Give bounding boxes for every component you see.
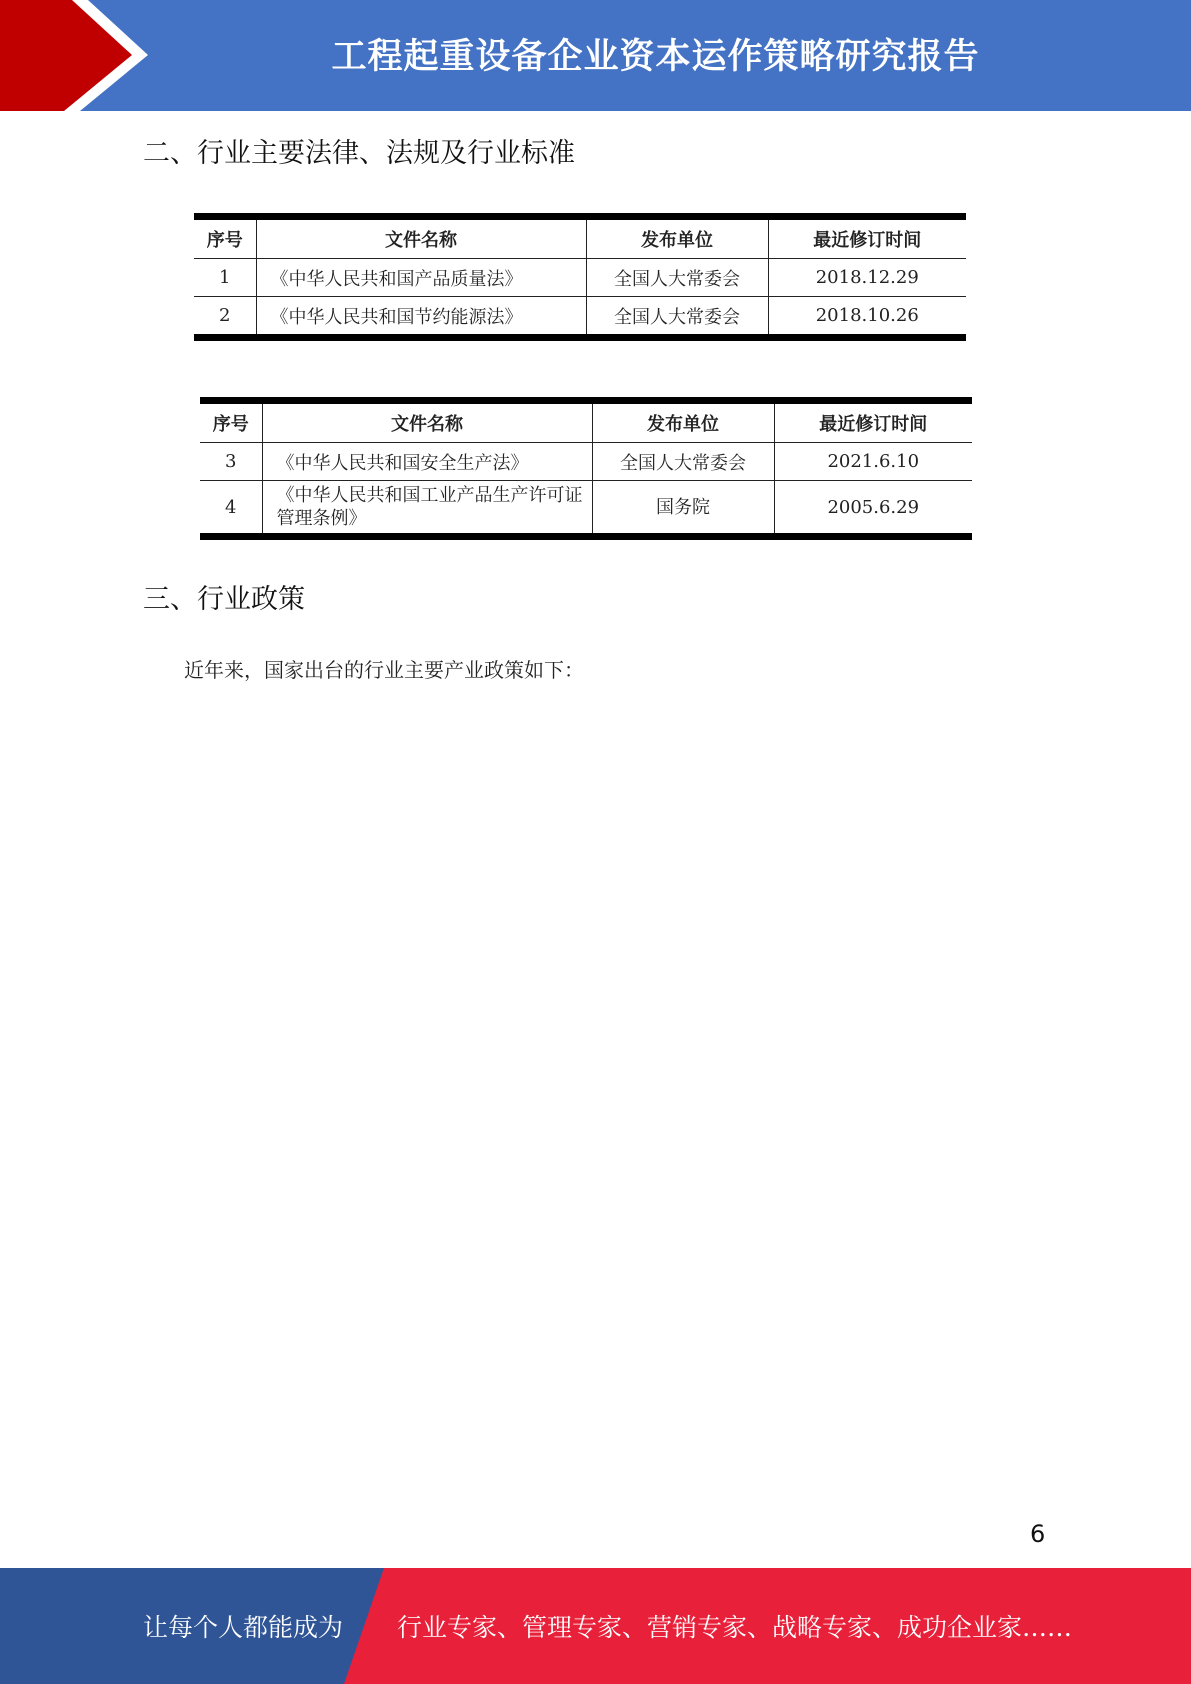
cell-publisher: 全国人大常委会 bbox=[586, 259, 768, 297]
cell-index: 3 bbox=[200, 443, 262, 481]
table-row bbox=[194, 259, 966, 297]
header-cell-name: 文件名称 bbox=[262, 401, 592, 443]
laws-table-1 bbox=[194, 213, 966, 341]
cell-document-name: 《中华人民共和国安全生产法》 bbox=[262, 443, 592, 481]
cell-revision-date: 2005.6.29 bbox=[774, 481, 972, 537]
header-cell-revision-date: 最近修订时间 bbox=[768, 217, 966, 259]
cell-revision-date: 2021.6.10 bbox=[774, 443, 972, 481]
cell-document-name: 《中华人民共和国节约能源法》 bbox=[256, 297, 586, 338]
cell-index: 4 bbox=[200, 481, 262, 537]
table-row bbox=[200, 443, 972, 481]
header-cell-index: 序号 bbox=[194, 217, 256, 259]
table-row bbox=[200, 481, 972, 537]
header-cell-index: 序号 bbox=[200, 401, 262, 443]
cell-publisher: 全国人大常委会 bbox=[592, 443, 774, 481]
footer-slogan-right: 行业专家、管理专家、营销专家、战略专家、成功企业家…… bbox=[397, 1613, 1073, 1642]
report-title: 工程起重设备企业资本运作策略研究报告 bbox=[331, 37, 980, 77]
table-header-row bbox=[200, 401, 972, 443]
cell-publisher: 国务院 bbox=[592, 481, 774, 537]
table-header-row bbox=[194, 217, 966, 259]
section-heading-laws: 二、行业主要法律、法规及行业标准 bbox=[143, 138, 575, 169]
cell-document-name: 《中华人民共和国产品质量法》 bbox=[256, 259, 586, 297]
policy-intro-paragraph: 近年来，国家出台的行业主要产业政策如下： bbox=[184, 658, 584, 682]
cell-document-name: 《中华人民共和国工业产品生产许可证管理条例》 bbox=[262, 481, 592, 537]
cell-index: 1 bbox=[194, 259, 256, 297]
header-cell-name: 文件名称 bbox=[256, 217, 586, 259]
cell-publisher: 全国人大常委会 bbox=[586, 297, 768, 338]
cell-index: 2 bbox=[194, 297, 256, 338]
cell-revision-date: 2018.12.29 bbox=[768, 259, 966, 297]
header-cell-publisher: 发布单位 bbox=[586, 217, 768, 259]
section-heading-policy: 三、行业政策 bbox=[143, 584, 305, 615]
table-row bbox=[194, 297, 966, 338]
header-cell-publisher: 发布单位 bbox=[592, 401, 774, 443]
page-number: 6 bbox=[1030, 1520, 1046, 1548]
footer-slogan-left: 让每个人都能成为 bbox=[143, 1613, 344, 1642]
laws-table-2 bbox=[200, 397, 972, 540]
footer-banner bbox=[0, 1568, 1191, 1684]
header-banner bbox=[0, 0, 1191, 111]
cell-revision-date: 2018.10.26 bbox=[768, 297, 966, 338]
header-cell-revision-date: 最近修订时间 bbox=[774, 401, 972, 443]
chevron-decoration-icon bbox=[0, 0, 160, 111]
